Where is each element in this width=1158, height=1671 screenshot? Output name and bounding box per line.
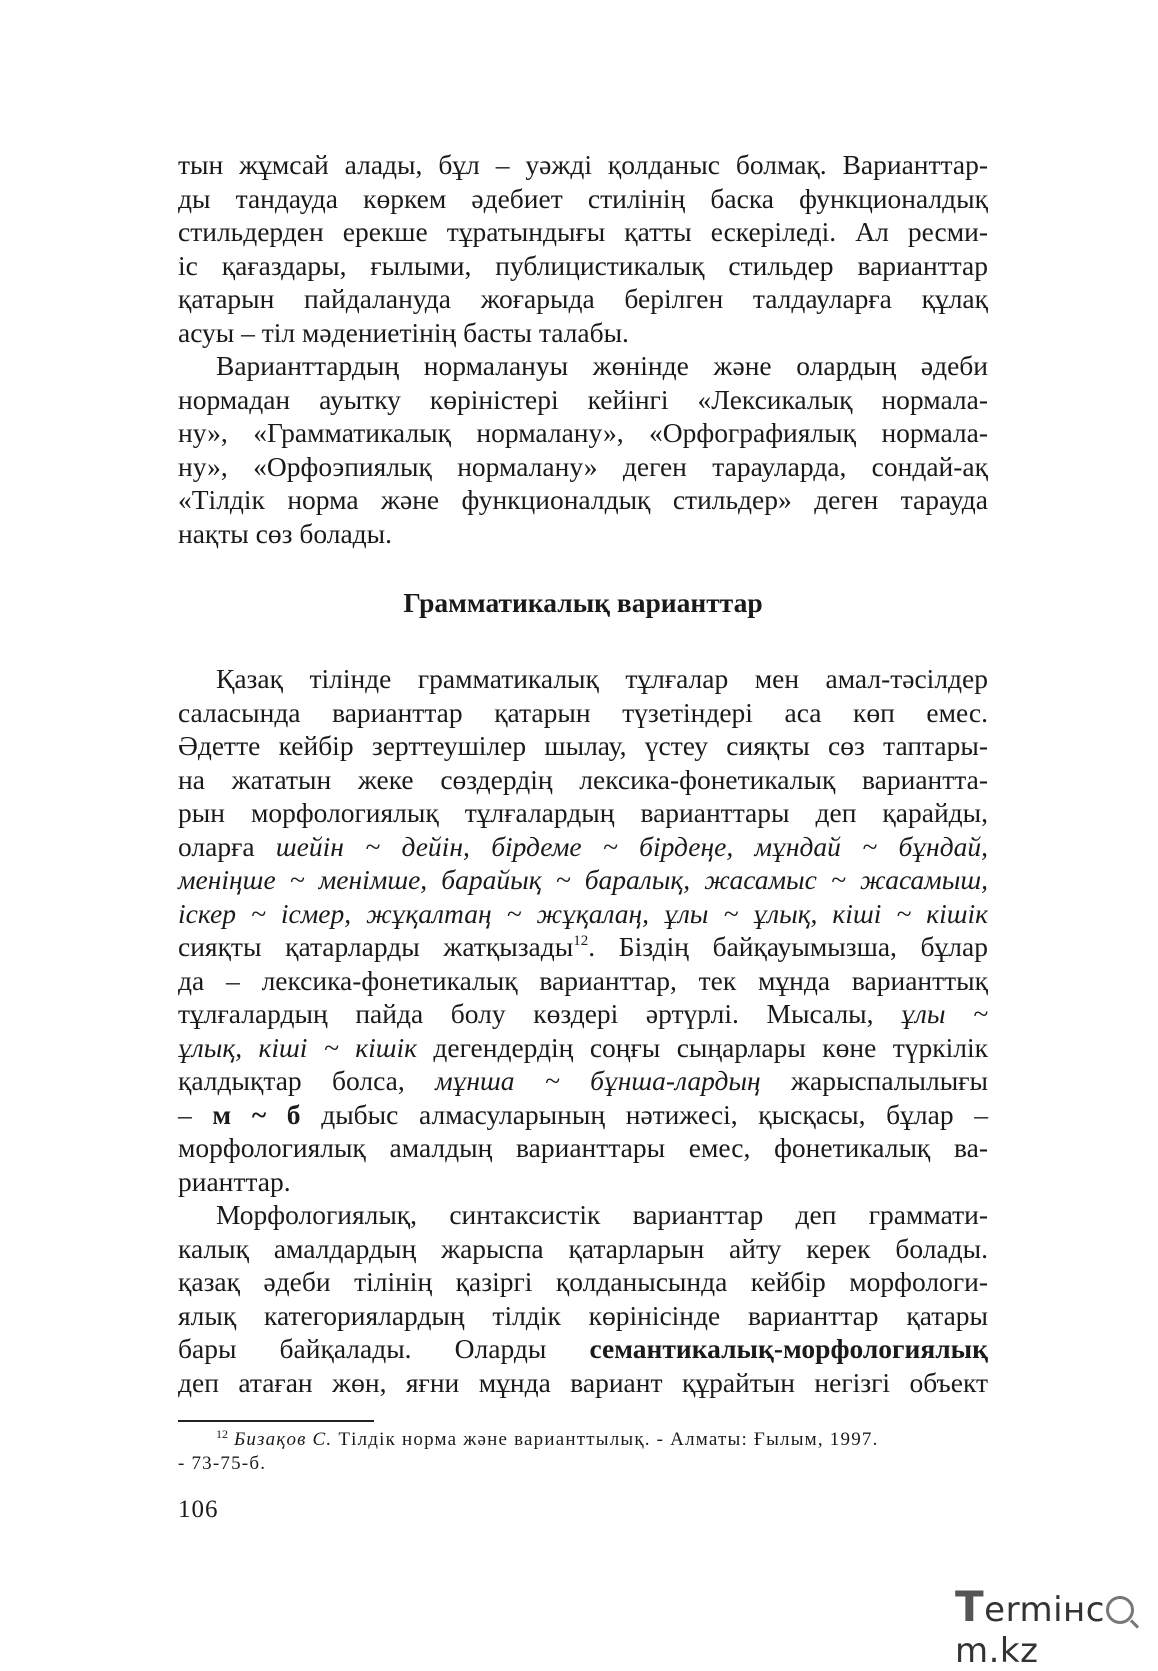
text-line: деп атаған жөн, яғни мұнда вариант құрайтын негізгі объект [178,1366,988,1398]
text-line: ды тандауда көркем әдебиет стилінің баска функционалдық [178,182,988,214]
text-line: нормадан ауытку көріністері кейінгі «Лексикалық нормала- [178,383,988,415]
text-run: . Біздің байқауымызша, бұлар [588,931,988,962]
text-line [178,1332,988,1366]
magnifier-icon [1106,1596,1134,1624]
footnote [178,1428,988,1476]
text-line: Морфологиялық, синтаксистік варианттар деп граммати- [216,1199,988,1230]
text-run: жарыспалылығы [760,1065,988,1096]
footnote-ref: 12 [573,933,589,949]
paragraph-2 [178,349,988,550]
page-number: 106 [178,1496,219,1523]
footnote-line [178,1428,988,1452]
italic-examples: шейін ~ дейін, бірдеме ~ бірдеңе, мұндай ~ бұндай, [275,830,988,862]
text-line [178,1031,988,1065]
paragraph-1 [178,148,988,349]
page-body [178,148,988,1399]
text-line: рын морфологиялық тұлғалардың варианттары деп қарайды, [178,797,988,828]
text-run: дегендердің соңғы сыңарлары көне түркілік [416,1031,989,1063]
text-line: ну», «Грамматикалық нормалану», «Орфографиялық нормала- [178,417,988,448]
watermark-letter: T [955,1582,985,1631]
text-line: іс қағаздары, ғылыми, публицистикалық стильдер варианттар [178,249,988,281]
italic-examples: іскер ~ ісмер, жұқалтаң ~ жұқалаң, ұлы ~ ұлық, кіші ~ кішік [178,897,988,929]
text-line: қатарын пайдалануда жоғарыда берілген талдауларға құлақ [178,283,988,314]
text-line: стильдерден ерекше тұратындығы қатты ескеріледі. Ал ресми- [178,216,988,247]
text-line: ну», «Орфоэпиялық нормалану» деген тарауларда, сондай-ақ [178,450,988,482]
text-line: ялық категориялардың тілдік көрінісінде варианттар қатары [178,1299,988,1331]
text-line [178,863,988,897]
text-line: Әдетте кейбір зерттеушілер шылау, үстеу сияқты сөз таптары- [178,730,988,761]
text-line [178,1098,988,1132]
italic-examples: ұлы ~ [901,998,988,1029]
footnote-divider [178,1420,374,1422]
text-line: на жататын жеке сөздердің лексика-фонетикалық вариантта- [178,763,988,795]
paragraph-3 [178,662,988,1198]
footnote-number: 12 [216,1427,228,1441]
text-line: саласында варианттар қатарын түзетіндері аса көп емес. [178,696,988,728]
text-line [178,930,988,964]
text-line [178,897,988,931]
italic-examples: меніңше ~ менімше, барайық ~ баралық, жасамыс ~ жасамыш, [178,864,988,895]
text-line [178,997,988,1031]
bold-term: м ~ б [212,1098,301,1130]
site-watermark-logo [955,1582,1158,1671]
text-run: қалдықтар болса, [178,1065,436,1096]
text-line [178,1064,988,1098]
text-run: – [178,1098,213,1130]
text-run: тұлғалардың пайда болу көздері әртүрлі. Мысалы, [178,998,902,1029]
text-line: морфологиялық амалдың варианттары емес, фонетикалық ва- [178,1132,988,1163]
footnote-citation: Тілдік норма және варианттылық. - Алматы: Ғылым, 1997. [332,1429,879,1450]
text-run: дыбыс алмасуларының нәтижесі, қысқасы, бұлар – [300,1098,988,1130]
text-run: сияқты қатарларды жатқызады [178,931,574,962]
footnote-author: Бизақов С. [233,1429,333,1450]
text-line: Варианттардың нормалануы жөнінде және олардың әдеби [216,350,988,381]
bold-term: семантикалық-морфологиялық [589,1333,988,1364]
text-line: Қазақ тілінде грамматикалық тұлғалар мен амал-тәсілдер [216,663,988,694]
italic-examples: мұнша ~ бұнша-лардың [435,1065,761,1096]
text-line: «Тілдік норма және функционалдық стильдер» деген тарауда [178,484,988,515]
text-line: калық амалдардың жарыспа қатарларын айту керек болады. [178,1232,988,1264]
text-line: қазақ әдеби тілінің қазіргі қолданысында кейбір морфологи- [178,1266,988,1297]
text-line [178,830,988,864]
text-line: нақты сөз болады. [178,517,392,549]
text-line: асуы – тіл мәдениетінің басты талабы. [178,316,629,348]
section-heading: Грамматикалық варианттар [403,587,763,618]
text-line: да – лексика-фонетикалық варианттар, тек мұнда варианттық [178,964,988,996]
watermark-text: ermінc [984,1590,1105,1630]
text-line: тын жұмсай алады, бұл – уәжді қолданыс болмақ. Варианттар- [178,149,988,180]
watermark-text: m.kz [955,1631,1039,1671]
text-run: оларға [178,830,276,862]
text-run: бары байқалады. Оларды [178,1333,590,1364]
text-line: рианттар. [178,1165,291,1197]
paragraph-4 [178,1198,988,1399]
footnote-line: - 73-75-б. [178,1453,267,1474]
italic-examples: ұлық, кіші ~ кішік [178,1031,417,1063]
